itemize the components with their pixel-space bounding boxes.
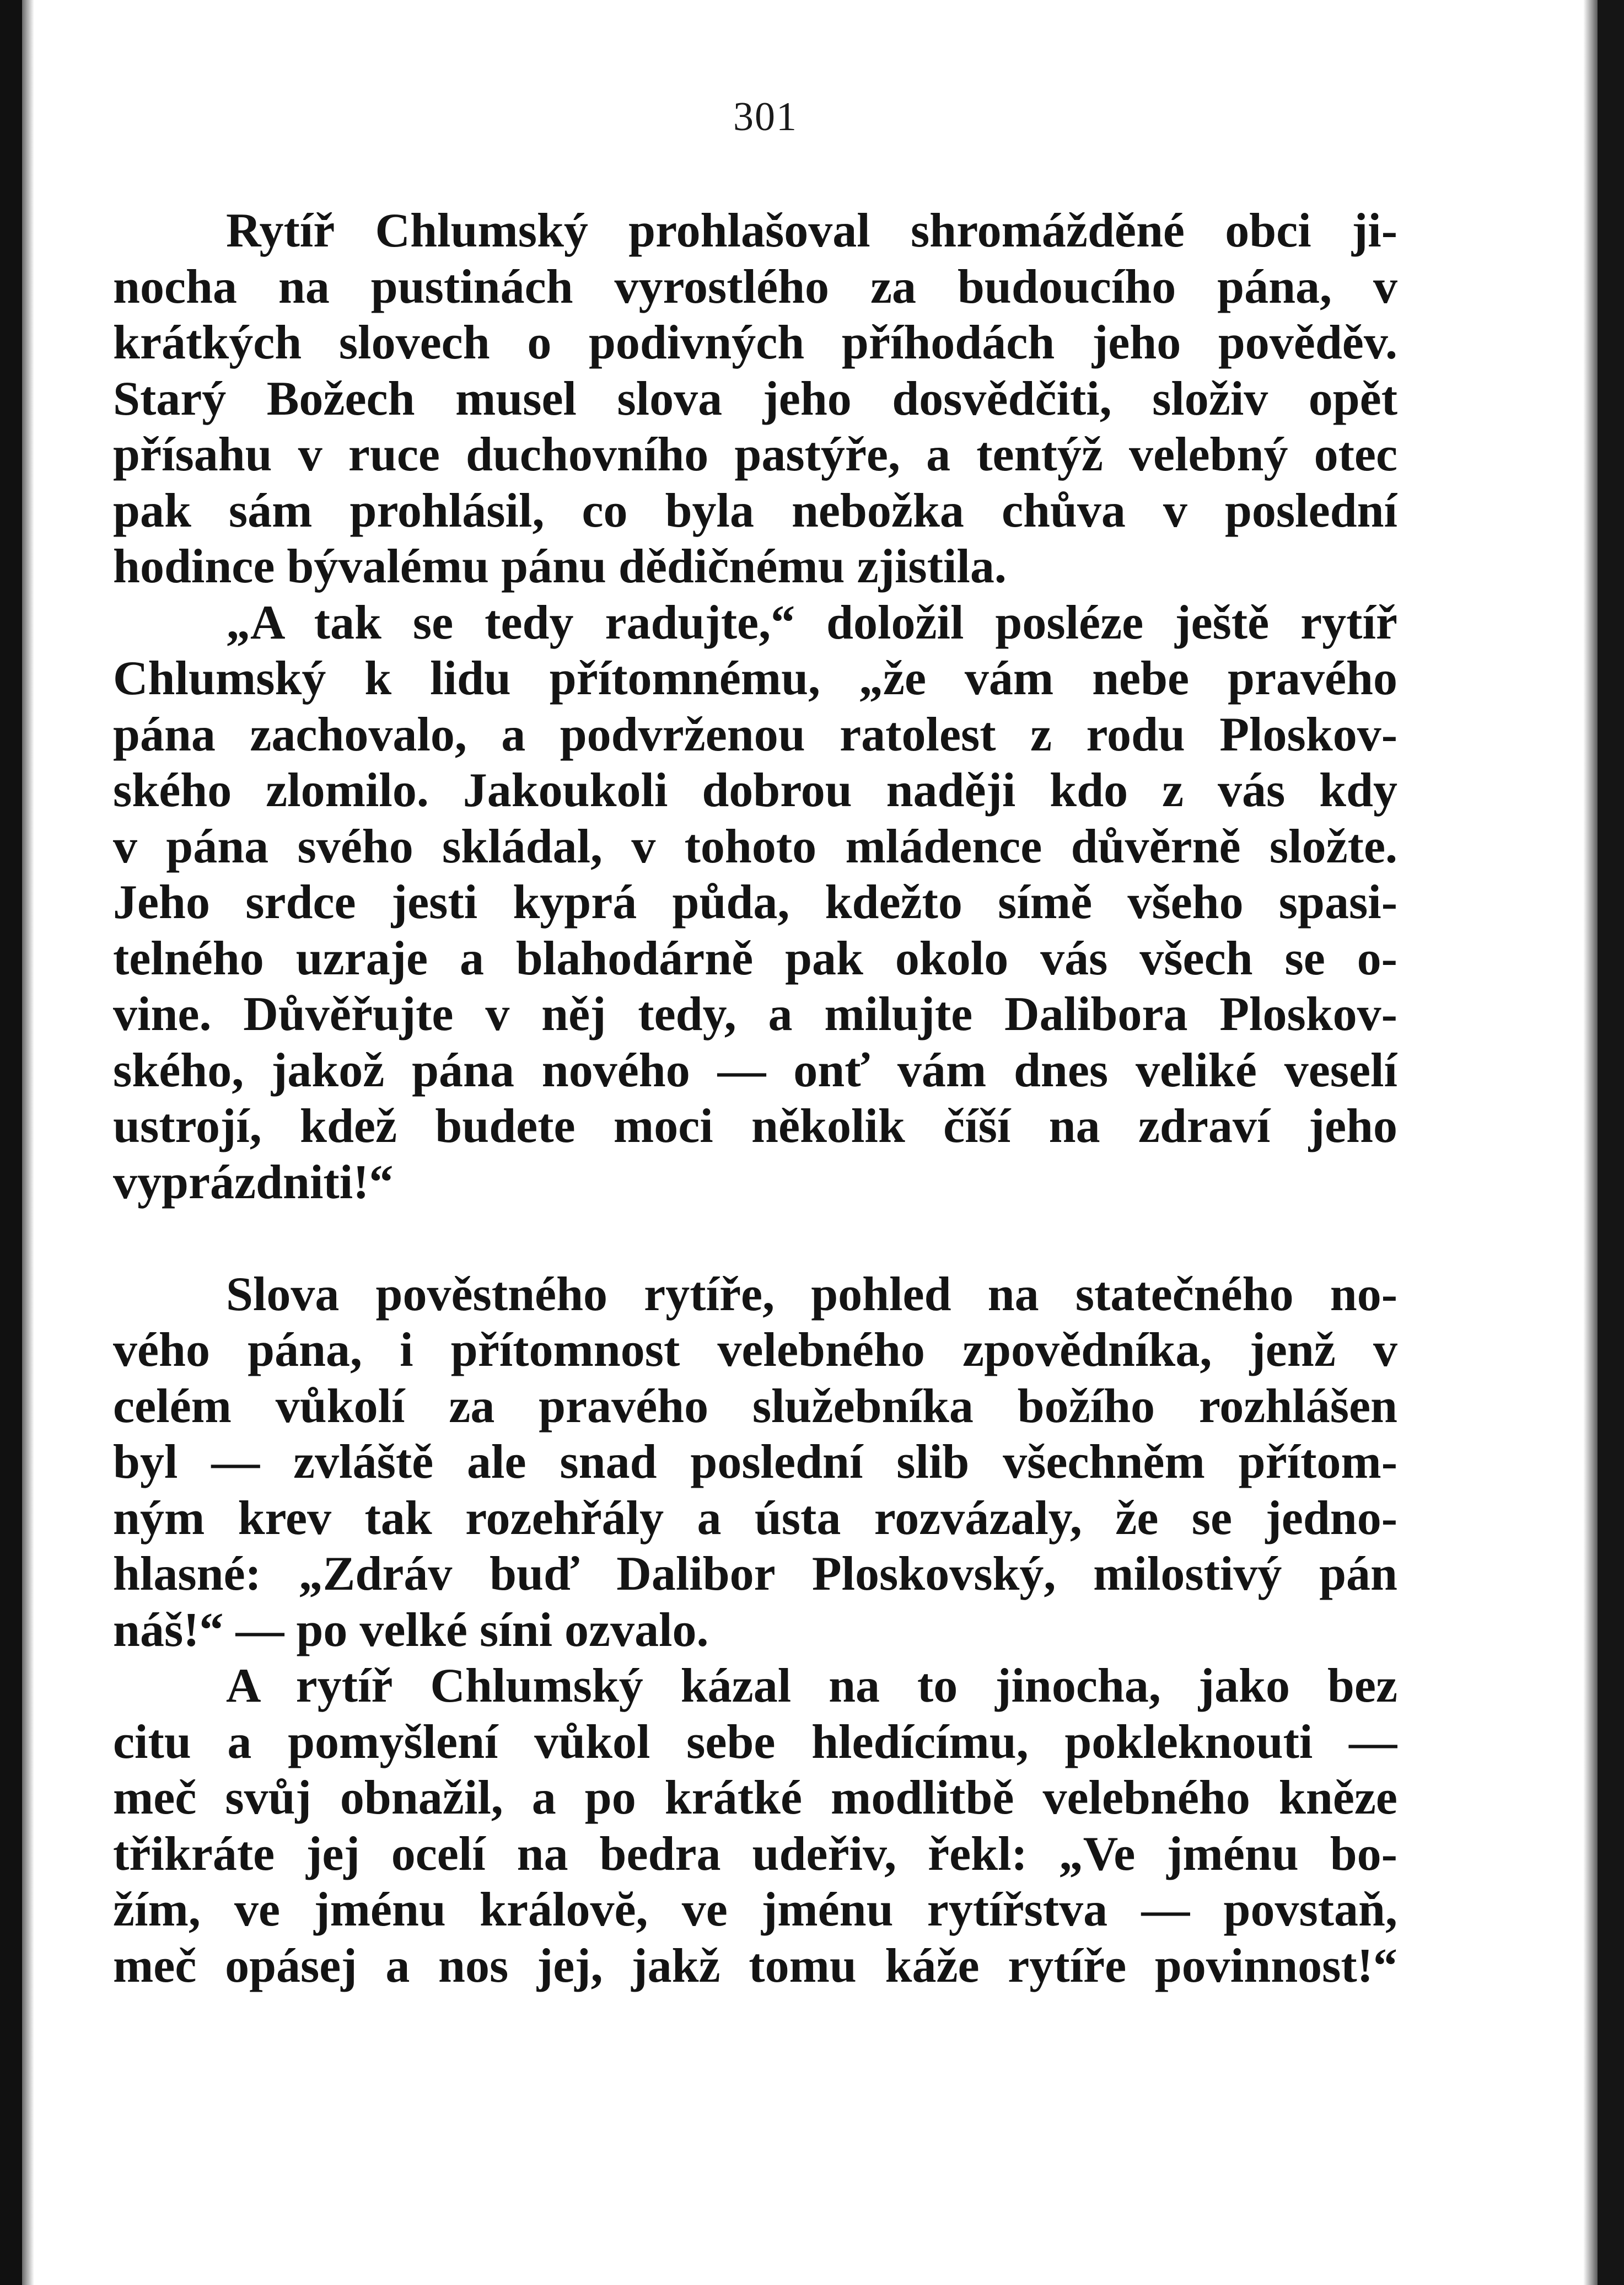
text-line	[113, 1210, 1397, 1267]
right-edge-shadow	[1583, 0, 1598, 2285]
text-line: v pána svého skládal, v tohoto mládence důvěrně složte.	[113, 819, 1397, 873]
text-line: ského zlomilo. Jakoukoli dobrou naději kdo z vás kdy	[113, 764, 1397, 817]
text-line: citu a pomyšlení vůkol sebe hledícímu, pokleknouti —	[113, 1715, 1397, 1769]
text-line: Jeho srdce jesti kyprá půda, kdežto símě všeho spasi-	[113, 876, 1397, 929]
text-line: celém vůkolí za pravého služebníka božího rozhlášen	[113, 1379, 1397, 1433]
text-line: hlasné: „Zdráv buď Dalibor Ploskovský, milostivý pán	[113, 1547, 1397, 1601]
text-line: „A tak se tedy radujte,“ doložil posléze ještě rytíř	[226, 596, 1397, 650]
text-line: ným krev tak rozehřály a ústa rozvázaly, že se jedno-	[113, 1491, 1397, 1545]
text-line: ustrojí, kdež budete moci několik číší na zdraví jeho	[113, 1099, 1397, 1153]
text-line: náš!“ — po velké síni ozvalo.	[113, 1603, 709, 1657]
text-line: vého pána, i přítomnost velebného zpovědníka, jenž v	[113, 1323, 1397, 1377]
text-line: Rytíř Chlumský prohlašoval shromážděné obci ji-	[226, 204, 1397, 258]
text-line: meč svůj obnažil, a po krátké modlitbě velebného kněze	[113, 1771, 1397, 1825]
left-edge-shadow	[22, 0, 34, 2285]
text-line: vyprázdniti!“	[113, 1155, 394, 1209]
right-page-edge	[1598, 0, 1624, 2285]
text-line: krátkých slovech o podivných příhodách jeho pověděv.	[113, 316, 1397, 369]
body-text	[113, 203, 1397, 1994]
text-line: Starý Božech musel slova jeho dosvědčiti, složiv opět	[113, 372, 1397, 426]
text-line: pak sám prohlásil, co byla nebožka chůva v poslední	[113, 484, 1397, 538]
text-line: vine. Důvěřujte v něj tedy, a milujte Dalibora Ploskov-	[113, 988, 1397, 1041]
paragraph	[113, 595, 1397, 1267]
text-line: byl — zvláště ale snad poslední slib všechněm přítom-	[113, 1435, 1397, 1489]
text-line: Slova pověstného rytíře, pohled na statečného no-	[226, 1267, 1397, 1321]
text-line: přísahu v ruce duchovního pastýře, a tentýž velebný otec	[113, 428, 1397, 481]
page-number: 301	[733, 94, 798, 140]
text-line: meč opásej a nos jej, jakž tomu káže rytíře povinnost!“	[113, 1939, 1397, 1993]
text-line: ského, jakož pána nového — onť vám dnes veliké veselí	[113, 1043, 1397, 1097]
text-line: A rytíř Chlumský kázal na to jinocha, jako bez	[226, 1659, 1397, 1713]
text-line: třikráte jej ocelí na bedra udeřiv, řekl: „Ve jménu bo-	[113, 1827, 1397, 1881]
left-binding-edge	[0, 0, 22, 2285]
paragraph	[113, 203, 1397, 595]
text-line: hodince bývalému pánu dědičnému zjistila.	[113, 540, 1007, 593]
text-line: telného uzraje a blahodárně pak okolo vás všech se o-	[113, 931, 1397, 985]
text-line: Chlumský k lidu přítomnému, „že vám nebe pravého	[113, 652, 1397, 705]
paragraph	[113, 1658, 1397, 1994]
text-line: nocha na pustinách vyrostlého za budoucího pána, v	[113, 260, 1397, 314]
text-line: pána zachovalo, a podvrženou ratolest z rodu Ploskov-	[113, 707, 1397, 761]
text-line: žím, ve jménu královĕ, ve jménu rytířstva — povstaň,	[113, 1883, 1397, 1937]
paragraph	[113, 1267, 1397, 1659]
